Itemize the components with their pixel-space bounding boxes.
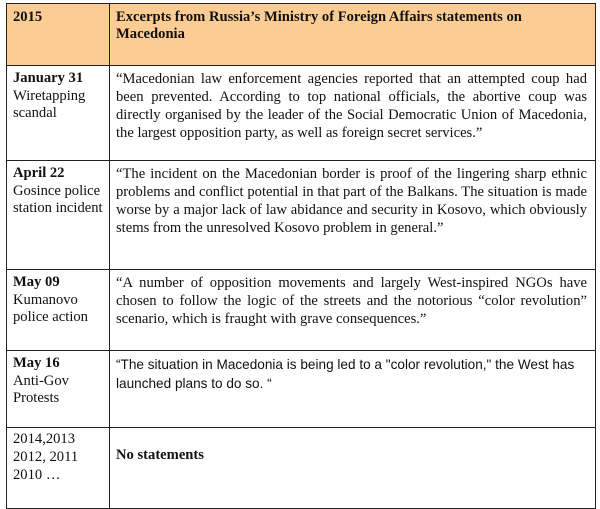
row-date-cell (7, 66, 110, 161)
table-row (7, 66, 596, 161)
header-title-cell (110, 4, 596, 66)
row-date-cell (7, 161, 110, 270)
row-quote: “A number of opposition movements and largely West-inspired NGOs have chosen to follow the logic of the streets and the notorious “color revolution” scenario, which is fraught with grave consequences.” (116, 275, 587, 327)
header-title: Excerpts from Russia’s Ministry of Foreign Affairs statements on Macedonia (116, 9, 522, 42)
row-date-cell (7, 351, 110, 428)
row-quote: “The incident on the Macedonian border is proof of the lingering sharp ethnic problems and conflict potential in that part of the Balkans. The situation is made worse by a major lack of law abidance and security in Kosovo, which obviously stems from the unresolved Kosovo problem in general.” (116, 166, 587, 236)
row-quote-cell (110, 66, 596, 161)
row-date: January 31 (13, 70, 84, 86)
row-quote-cell (110, 351, 596, 428)
statements-table (6, 3, 596, 509)
row-event: Kumanovo police action (13, 291, 88, 325)
row-statement-cell (110, 428, 596, 509)
row-quote: “Macedonian law enforcement agencies reported that an attempted coup had been prevented. According to top national officials, the abortive coup was directly organised by the leader of the Social Democratic Union of Macedonia, the largest opposition party, as well as foreign secret services.” (116, 71, 587, 141)
row-year: 2012, 2011 (13, 449, 79, 465)
table-row (7, 351, 596, 428)
table-row (7, 270, 596, 351)
row-year: 2014,2013 (13, 431, 76, 447)
table-header-row (7, 4, 596, 66)
table-row (7, 161, 596, 270)
header-year-cell (7, 4, 110, 66)
table-row (7, 428, 596, 509)
row-quote-cell (110, 161, 596, 270)
row-event: Wiretapping scandal (13, 87, 86, 121)
no-statements-text: No statements (116, 447, 204, 463)
row-date: May 09 (13, 274, 60, 290)
row-year: 2010 … (13, 467, 61, 483)
row-date: April 22 (13, 165, 65, 181)
row-date: May 16 (13, 355, 60, 371)
row-years-cell (7, 428, 110, 509)
row-quote-cell (110, 270, 596, 351)
row-date-cell (7, 270, 110, 351)
row-quote: “The situation in Macedonia is being led to a "color revolution," the West has launched plans to do so. “ (116, 357, 575, 391)
header-year: 2015 (13, 9, 43, 25)
row-event: Anti-Gov Protests (13, 372, 69, 406)
row-event: Gosince police station incident (13, 182, 103, 216)
